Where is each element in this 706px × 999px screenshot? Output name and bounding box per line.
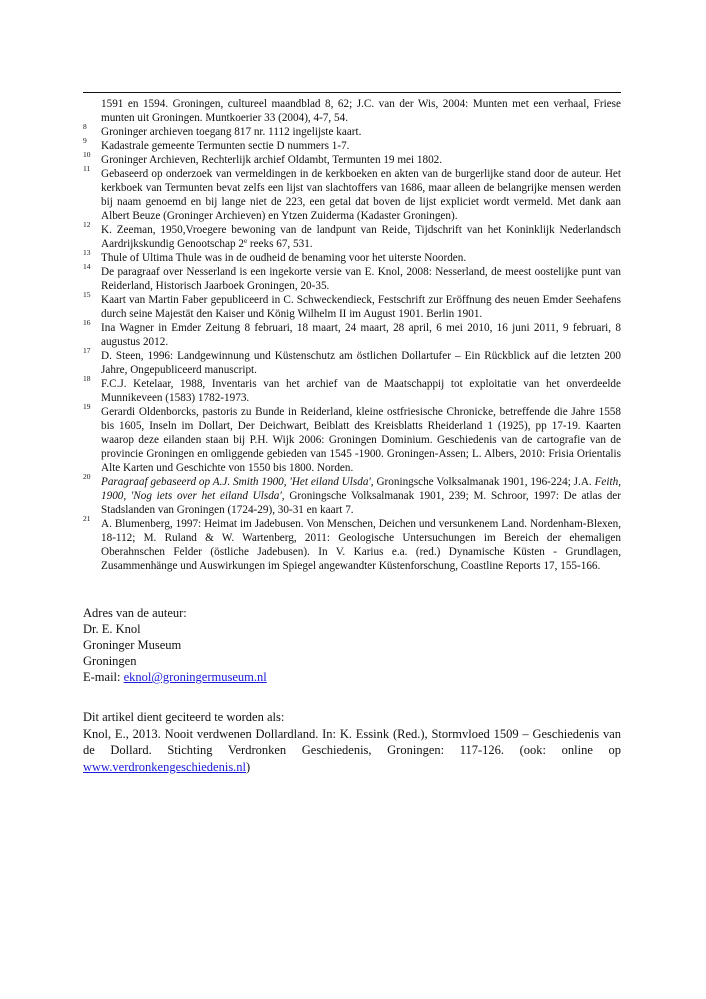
footnote-superscript: e xyxy=(243,237,248,245)
email-label: E-mail: xyxy=(83,670,124,684)
author-city: Groningen xyxy=(83,654,137,668)
footnote-text: A. Blumenberg, 1997: Heimat im Jadebusen. Von Menschen, Deichen und versunkenem Land. Nordenham-Blexen, 18-112; M. Ruland & W. Wartenberg, 2011: Geologische Untersuchungen im Bereich der ehemaligen Oberahnschen Felder (östliche Jadebusen). In V. Karius e.a. (red.) Dynamische Küsten - Grundlagen, Zusammenhänge und Auswirkungen im Spiegel angewandter Küstenforschung, Coastline Reports 17, 155-166. xyxy=(101,518,621,572)
footnote-text: Gebaseerd op onderzoek van vermeldingen in de kerkboeken en akten van de burgerlijke stand door de auteur. Het kerkboek van Termunten bevat zelfs een lijst van slachtoffers van 1686, maar alleen de belangrijke mensen werden bij naam genoemd en bij lange niet de 223, een getal dat boven de lijst expliciet wordt vermeld. Met dank aan Albert Beuze (Groninger Archieven) en Ytzen Zuiderma (Kadaster Groningen). xyxy=(101,168,621,222)
footnote-italic-title: Paragraaf gebaseerd op A.J. Smith 1900, 'Het eiland Ulsda', xyxy=(101,476,374,488)
author-name: Dr. E. Knol xyxy=(83,622,141,636)
footnote-text: Groningsche Volksalmanak 1901, 239; M. Schroor, 1997: De atlas der Stadslanden van Groningen (1724-29), 30-31 en kaart 7. xyxy=(101,490,621,516)
footnote-text: Ina Wagner in Emder Zeitung 8 februari, 18 maart, 24 maart, 28 april, 6 mei 2010, 16 juni 2011, 9 februari, 8 augustus 2012. xyxy=(101,322,621,348)
footnote-number: 10 xyxy=(83,150,91,159)
footnote-number: 19 xyxy=(83,402,91,411)
footnote-separator-rule xyxy=(83,92,621,93)
footnote-10 xyxy=(83,150,621,167)
footnotes-section xyxy=(83,97,621,573)
footnote-italic-title: Feith, 1900, 'Nog iets over het eiland Ulsda', xyxy=(101,476,621,502)
email-link[interactable]: eknol@groningermuseum.nl xyxy=(123,670,267,684)
citation-heading: Dit artikel dient geciteerd te worden als: xyxy=(83,710,285,724)
footnote-number: 20 xyxy=(83,472,91,481)
website-link[interactable]: www.verdronkengeschiedenis.nl xyxy=(83,759,247,774)
address-heading: Adres van de auteur: xyxy=(83,606,187,620)
author-address xyxy=(83,605,267,685)
footnote-text: D. Steen, 1996: Landgewinnung und Küstenschutz am östlichen Dollartufer – Ein Rückblick auf die letzten 200 Jahre, Ongepubliceerd manuscript. xyxy=(101,350,621,376)
footnote-text: De paragraaf over Nesserland is een ingekorte versie van E. Knol, 2008: Nesserland, de meest oostelijke punt van Reiderland, Historisch Jaarboek Groningen, 20-35. xyxy=(101,266,621,292)
footnote-15 xyxy=(83,290,621,321)
author-email-line xyxy=(83,669,267,685)
footnote-13 xyxy=(83,248,621,265)
footnote-19 xyxy=(83,402,621,475)
footnote-text: F.C.J. Ketelaar, 1988, Inventaris van het archief van de Maatschappij tot exploitatie van het onverdeelde Munnikeveen (1583) 1782-1973. xyxy=(101,378,621,404)
footnote-text: Thule of Ultima Thule was in de oudheid de benaming voor het uiterste Noorden. xyxy=(101,252,467,264)
footnote-number: 8 xyxy=(83,122,87,131)
footnote-number: 13 xyxy=(83,248,91,257)
footnote-text: Groningsche Volksalmanak 1901, 196-224; J.A. xyxy=(373,476,595,488)
footnote-20 xyxy=(83,472,621,517)
footnote-text: Groninger Archieven, Rechterlijk archief Oldambt, Termunten 19 mei 1802. xyxy=(101,154,443,166)
footnote-text: Kadastrale gemeente Termunten sectie D nummers 1-7. xyxy=(101,140,350,152)
citation-block xyxy=(83,709,621,775)
footnote-number: 12 xyxy=(83,220,91,229)
footnote-12 xyxy=(83,220,621,251)
footnote-number: 9 xyxy=(83,136,87,145)
footnote-14 xyxy=(83,262,621,293)
footnote-number: 14 xyxy=(83,262,91,271)
footnote-continuation xyxy=(83,97,621,125)
footnote-text: 1591 en 1594. Groningen, cultureel maandblad 8, 62; J.C. van der Wis, 2004: Munten met een verhaal, Friese munten uit Groningen. Muntkoerier 33 (2004), 4-7, 54. xyxy=(101,98,621,124)
footnote-text: K. Zeeman, 1950,Vroegere bewoning van de landpunt van Reide, Tijdschrift van het Koninklijk Nederlandsch Aardrijkskundig Genootschap 2 xyxy=(101,224,621,250)
citation-closing: ) xyxy=(246,759,251,774)
citation-body xyxy=(83,726,621,776)
footnote-number: 18 xyxy=(83,374,91,383)
footnote-17 xyxy=(83,346,621,377)
footnote-text: Kaart van Martin Faber gepubliceerd in C. Schweckendieck, Festschrift zur Eröffnung des neuen Emder Seehafens durch seine Majestät den Kaiser und König Wilhelm II im August 1901. Berlin 1901. xyxy=(101,294,621,320)
footnote-9 xyxy=(83,136,621,153)
footnote-number: 15 xyxy=(83,290,91,299)
author-institution: Groninger Museum xyxy=(83,638,182,652)
footnote-18 xyxy=(83,374,621,405)
footnote-text: Gerardi Oldenborcks, pastoris zu Bunde in Reiderland, kleine ostfriesische Chronicke, betreffende die Jahre 1558 bis 1605, Inseln im Dollart, Der Deichwart, Beiblatt des Kreisblatts Rheiderland 1 (1925), pp 17-19. Kaarten waarop deze eilanden staan bij P.H. Wijk 2006: Groningen Dominium. Geschiedenis van de cartografie van de provincie Groningen en omliggende gebieden van 1545 -1900. Groningen-Assen; L. Albers, 2010: Frisia Orientalis Alte Karten und Geschichte von 1550 bis 1800. Norden. xyxy=(101,406,621,474)
footnote-text: Groninger archieven toegang 817 nr. 1112 ingelijste kaart. xyxy=(101,126,362,138)
footnote-number: 21 xyxy=(83,514,91,523)
footnote-number: 17 xyxy=(83,346,91,355)
footnote-number: 11 xyxy=(83,164,91,173)
footnote-21 xyxy=(83,514,621,573)
footnote-number: 16 xyxy=(83,318,91,327)
citation-text: Knol, E., 2013. Nooit verdwenen Dollardland. In: K. Essink (Red.), Stormvloed 1509 – Geschiedenis van de Dollard. Stichting Verdronken Geschiedenis, Groningen: 117-126. (ook: online op xyxy=(83,726,621,757)
footnote-16 xyxy=(83,318,621,349)
footnote-8 xyxy=(83,122,621,139)
footnote-text-end: reeks 67, 531. xyxy=(247,238,313,250)
footnote-11 xyxy=(83,164,621,223)
